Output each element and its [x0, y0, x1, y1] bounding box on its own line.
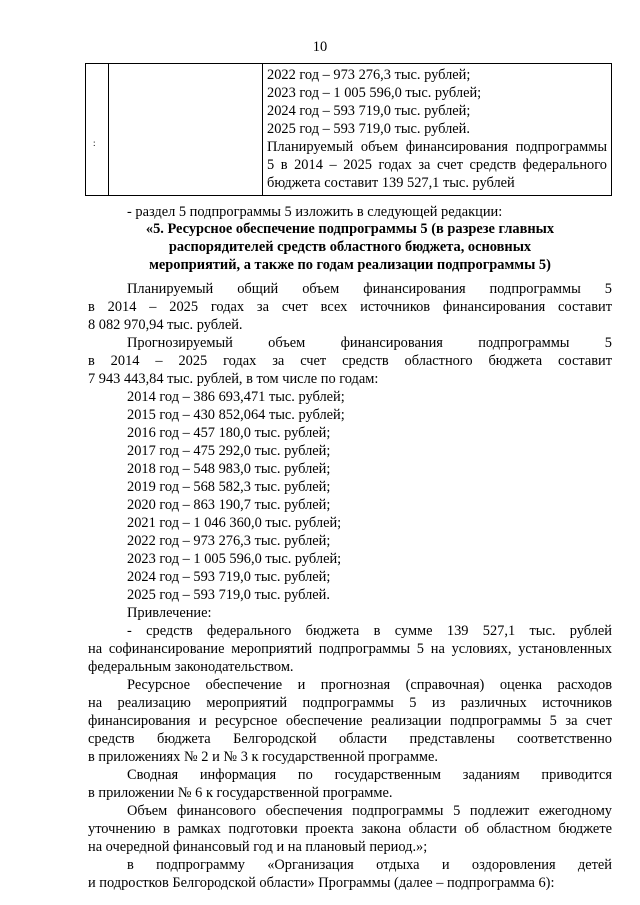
table-row	[86, 64, 612, 196]
paragraph-line: в приложениях № 2 и № 3 к государственной программе.	[88, 749, 439, 765]
paragraph-line: Ресурсное обеспечение и прогнозная (справочная) оценка расходов	[127, 677, 612, 693]
year-item: 2017 год – 475 292,0 тыс. рублей;	[127, 443, 331, 459]
section-heading-line: мероприятий, а также по годам реализации подпрограммы 5)	[149, 257, 551, 273]
year-item: 2015 год – 430 852,064 тыс. рублей;	[127, 407, 345, 423]
paragraph-line: в 2014 – 2025 годах за счет средств областного бюджета составит	[88, 353, 612, 369]
paragraph-line: в приложении № 6 к государственной программе.	[88, 785, 393, 801]
paragraph-line: на реализацию мероприятий подпрограммы 5 из различных источников	[88, 695, 612, 711]
table-line: 5 в 2014 – 2025 годах за счет средств федерального	[267, 157, 607, 173]
paragraph-line: на софинансирование мероприятий подпрограммы 5 на условиях, установленных	[88, 641, 612, 657]
table-marker: :	[93, 138, 96, 148]
table-line: 2024 год – 593 719,0 тыс. рублей;	[267, 103, 471, 119]
section-heading-line: «5. Ресурсное обеспечение подпрограммы 5 (в разрезе главных	[145, 221, 555, 237]
table-line: 2025 год – 593 719,0 тыс. рублей.	[267, 121, 470, 137]
paragraph-line: и подростков Белгородской области» Программы (далее – подпрограмма 6):	[88, 875, 555, 891]
funding-table	[85, 63, 612, 196]
paragraph-line: 7 943 443,84 тыс. рублей, в том числе по годам:	[88, 371, 379, 387]
table-line: 2022 год – 973 276,3 тыс. рублей;	[267, 67, 471, 83]
intro-line: - раздел 5 подпрограммы 5 изложить в следующей редакции:	[127, 204, 503, 220]
paragraph-line: на очередной финансовый год и на плановый период.»;	[88, 839, 428, 855]
table-cell-empty	[109, 64, 263, 196]
paragraph-line: 8 082 970,94 тыс. рублей.	[88, 317, 243, 333]
paragraph-line: федеральным законодательством.	[88, 659, 294, 675]
paragraph-line: в 2014 – 2025 годах за счет всех источников финансирования составит	[88, 299, 612, 315]
paragraph-line: - средств федерального бюджета в сумме 139 527,1 тыс. рублей	[127, 623, 612, 639]
paragraph-line: средств бюджета Белгородской области представлены соответственно	[88, 731, 612, 747]
paragraph-line: Объем финансового обеспечения подпрограммы 5 подлежит ежегодному	[127, 803, 612, 819]
year-item: 2023 год – 1 005 596,0 тыс. рублей;	[127, 551, 342, 567]
paragraph-line: финансирования и ресурсное обеспечение реализации подпрограммы 5 за счет	[88, 713, 612, 729]
year-item: 2016 год – 457 180,0 тыс. рублей;	[127, 425, 331, 441]
table-line: Планируемый объем финансирования подпрограммы	[267, 139, 607, 155]
table-cell-funding	[263, 64, 612, 196]
year-item: 2025 год – 593 719,0 тыс. рублей.	[127, 587, 330, 603]
page-number: 10	[312, 39, 328, 55]
year-item: 2024 год – 593 719,0 тыс. рублей;	[127, 569, 331, 585]
section-heading-line: распорядителей средств областного бюджета, основных	[168, 239, 532, 255]
table-line: бюджета составит 139 527,1 тыс. рублей	[267, 175, 515, 191]
paragraph-line: уточнению в рамках подготовки проекта закона области об областном бюджете	[88, 821, 612, 837]
year-item: 2019 год – 568 582,3 тыс. рублей;	[127, 479, 331, 495]
paragraph-line: в подпрограмму «Организация отдыха и оздоровления детей	[127, 857, 612, 873]
year-item: 2014 год – 386 693,471 тыс. рублей;	[127, 389, 345, 405]
year-item: 2022 год – 973 276,3 тыс. рублей;	[127, 533, 331, 549]
year-item: 2020 год – 863 190,7 тыс. рублей;	[127, 497, 331, 513]
table-cell-empty	[86, 64, 109, 196]
paragraph-line: Сводная информация по государственным заданиям приводится	[127, 767, 612, 783]
year-item: 2018 год – 548 983,0 тыс. рублей;	[127, 461, 331, 477]
table-line: 2023 год – 1 005 596,0 тыс. рублей;	[267, 85, 482, 101]
attraction-label: Привлечение:	[127, 605, 212, 621]
paragraph-line: Планируемый общий объем финансирования подпрограммы 5	[127, 281, 612, 297]
paragraph-line: Прогнозируемый объем финансирования подпрограммы 5	[127, 335, 612, 351]
year-item: 2021 год – 1 046 360,0 тыс. рублей;	[127, 515, 342, 531]
